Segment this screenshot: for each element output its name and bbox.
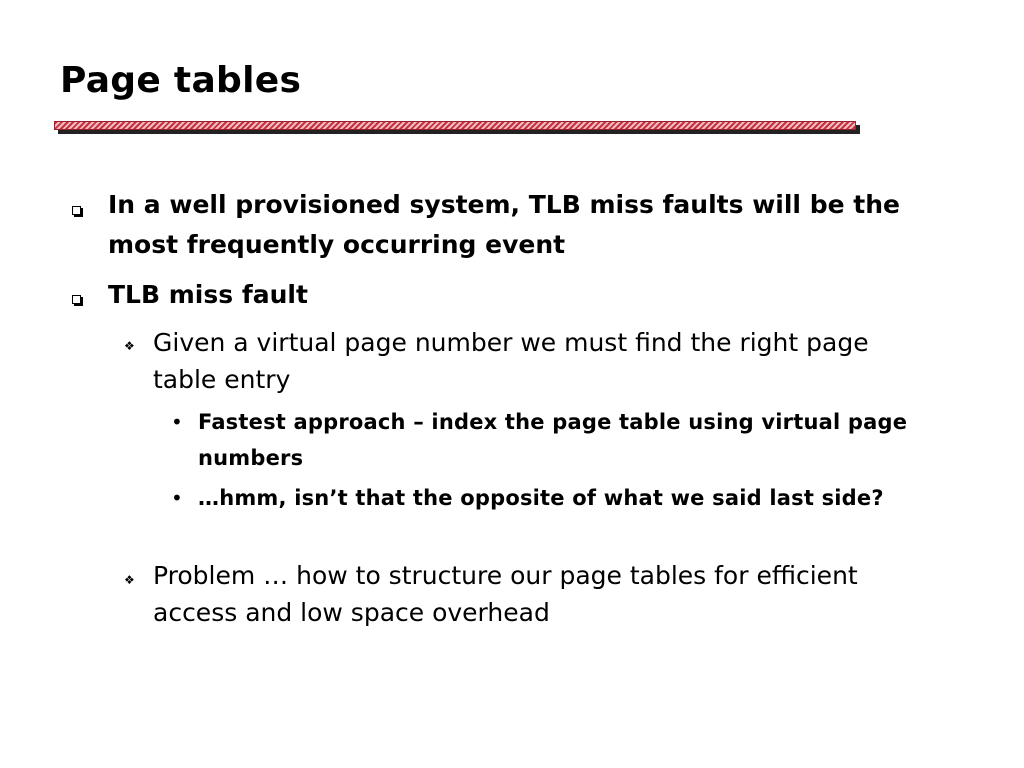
bullet-level1: In a well provisioned system, TLB miss faults will be the most frequently occurring event bbox=[108, 190, 900, 259]
diamond-bullet-icon: ❖ bbox=[124, 573, 135, 587]
square-bullet-icon bbox=[72, 295, 81, 304]
square-bullet-icon bbox=[72, 206, 81, 215]
bullet-level2: Problem … how to structure our page tables for efficient access and low space overhead bbox=[153, 561, 858, 627]
bullet-level3: …hmm, isn’t that the opposite of what we said last side? bbox=[198, 486, 884, 510]
dot-bullet-icon: • bbox=[171, 410, 183, 434]
bullet-level3: Fastest approach – index the page table using virtual page numbers bbox=[198, 410, 908, 470]
diamond-bullet-icon: ❖ bbox=[124, 339, 135, 353]
dot-bullet-icon: • bbox=[171, 486, 183, 510]
slide-title: Page tables bbox=[60, 60, 302, 101]
bullet-level2: Given a virtual page number we must find the right page table entry bbox=[153, 328, 869, 394]
bullet-level1: TLB miss fault bbox=[108, 280, 308, 309]
